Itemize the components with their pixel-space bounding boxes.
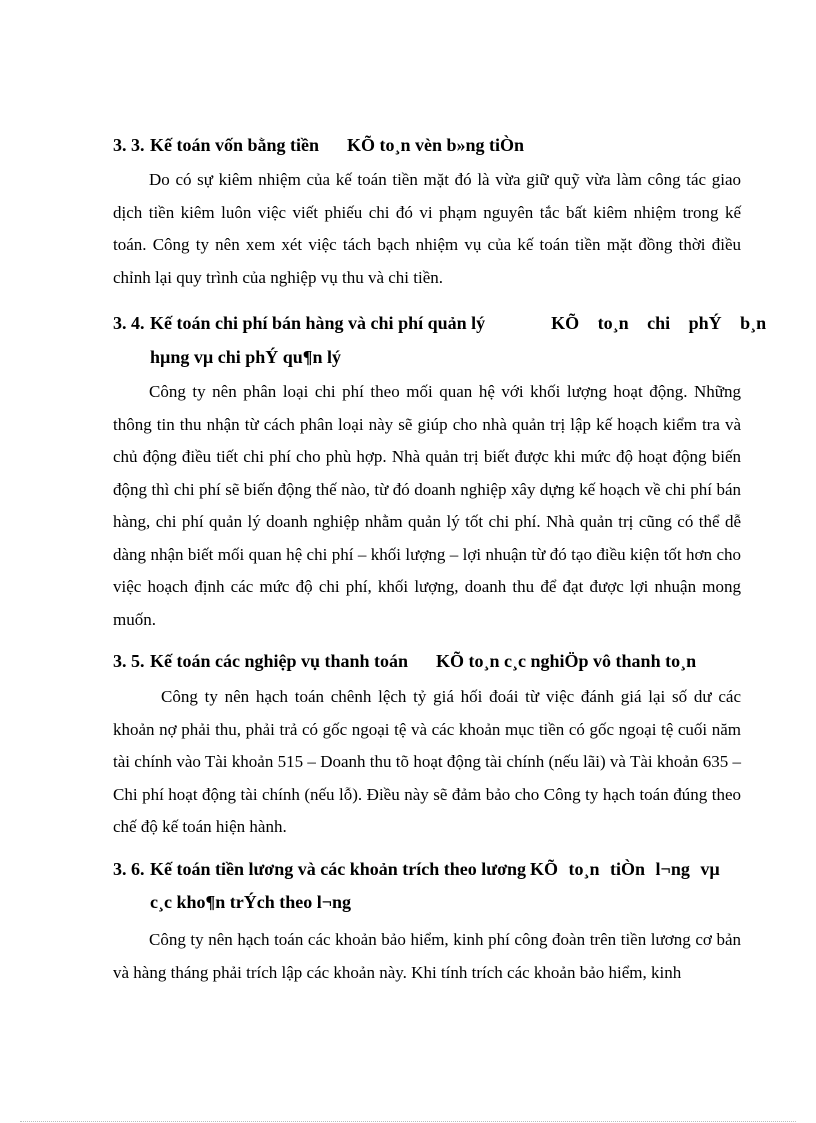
section-number: 3. 3. <box>113 135 145 155</box>
section-title: Kế toán các nghiệp vụ thanh toán <box>150 651 409 671</box>
section-heading-3-5 <box>113 646 696 676</box>
section-paragraph-3-4: Công ty nên phân loại chi phí theo mối quan hệ với khối lượng hoạt động. Những thông tin thu nhận từ cách phân loại này sẽ giúp cho nhà quản trị lập kế hoạch kiểm tra và chủ động điều tiết chi phí cho phù hợp. Nhà quản trị biết được khi mức độ hoạt động biến động thì chi phí sẽ biến động thế nào, từ đó doanh nghiệp xây dựng kế hoạch về chi phí bán hàng, chi phí quản lý doanh nghiệp nhằm quản lý tốt chi phí. Nhà quản trị cũng có thể dễ dàng nhận biết mối quan hệ chi phí – khối lượng – lợi nhuận từ đó tạo điều kiện tốt hơn cho việc hoạch định các mức độ chi phí, khối lượng, doanh thu để đạt được lợi nhuận mong muốn. <box>113 382 741 629</box>
section-title: Kế toán chi phí bán hàng và chi phí quản lý <box>150 313 486 333</box>
section-title: Kế toán vốn bằng tiền <box>150 135 320 155</box>
page-bottom-divider <box>20 1121 796 1122</box>
section-heading-3-6-continued: c¸c kho¶n trÝch theo l¬ng <box>150 892 351 912</box>
section-heading-3-4 <box>113 308 766 338</box>
section-title: Kế toán tiền lương và các khoản trích theo lương <box>150 859 527 879</box>
section-heading-3-3 <box>113 130 524 160</box>
section-heading-3-6 <box>113 854 720 884</box>
section-title-encoded: KÕ to¸n tiÒn l¬ng vµ <box>530 859 720 879</box>
section-paragraph-3-6: Công ty nên hạch toán các khoản bảo hiểm, kinh phí công đoàn trên tiền lương cơ bản và hàng tháng phải trích lập các khoản này. Khi tính trích các khoản bảo hiểm, kinh <box>113 930 741 982</box>
section-title-encoded: KÕ to¸n chi phÝ b¸n <box>551 313 767 333</box>
section-title-encoded: KÕ to¸n c¸c nghiÖp vô thanh to¸n <box>436 651 697 671</box>
section-number: 3. 5. <box>113 651 145 671</box>
section-paragraph-3-5: Công ty nên hạch toán chênh lệch tỷ giá hối đoái từ việc đánh giá lại số dư các khoản nợ phải thu, phải trả có gốc ngoại tệ và các khoản mục tiền có gốc ngoại tệ cuối năm tài chính vào Tài khoản 515 – Doanh thu tõ hoạt động tài chính (nếu lãi) và Tài khoản 635 – Chi phí hoạt động tài chính (nếu lỗ). Điều này sẽ đảm bảo cho Công ty hạch toán đúng theo chế độ kế toán hiện hành. <box>113 687 741 836</box>
section-title-encoded: KÕ to¸n vèn b»ng tiÒn <box>347 135 525 155</box>
section-heading-3-4-continued: hµng vµ chi phÝ qu¶n lý <box>150 347 342 367</box>
section-number: 3. 6. <box>113 859 145 879</box>
section-number: 3. 4. <box>113 313 145 333</box>
section-paragraph-3-3: Do có sự kiêm nhiệm của kế toán tiền mặt đó là vừa giữ quỹ vừa làm công tác giao dịch tiền kiêm luôn việc viết phiếu chi đó vi phạm nguyên tắc bất kiêm nhiệm trong kế toán. Công ty nên xem xét việc tách bạch nhiệm vụ của kế toán tiền mặt đồng thời điều chỉnh lại quy trình của nghiệp vụ thu và chi tiền. <box>113 170 741 287</box>
